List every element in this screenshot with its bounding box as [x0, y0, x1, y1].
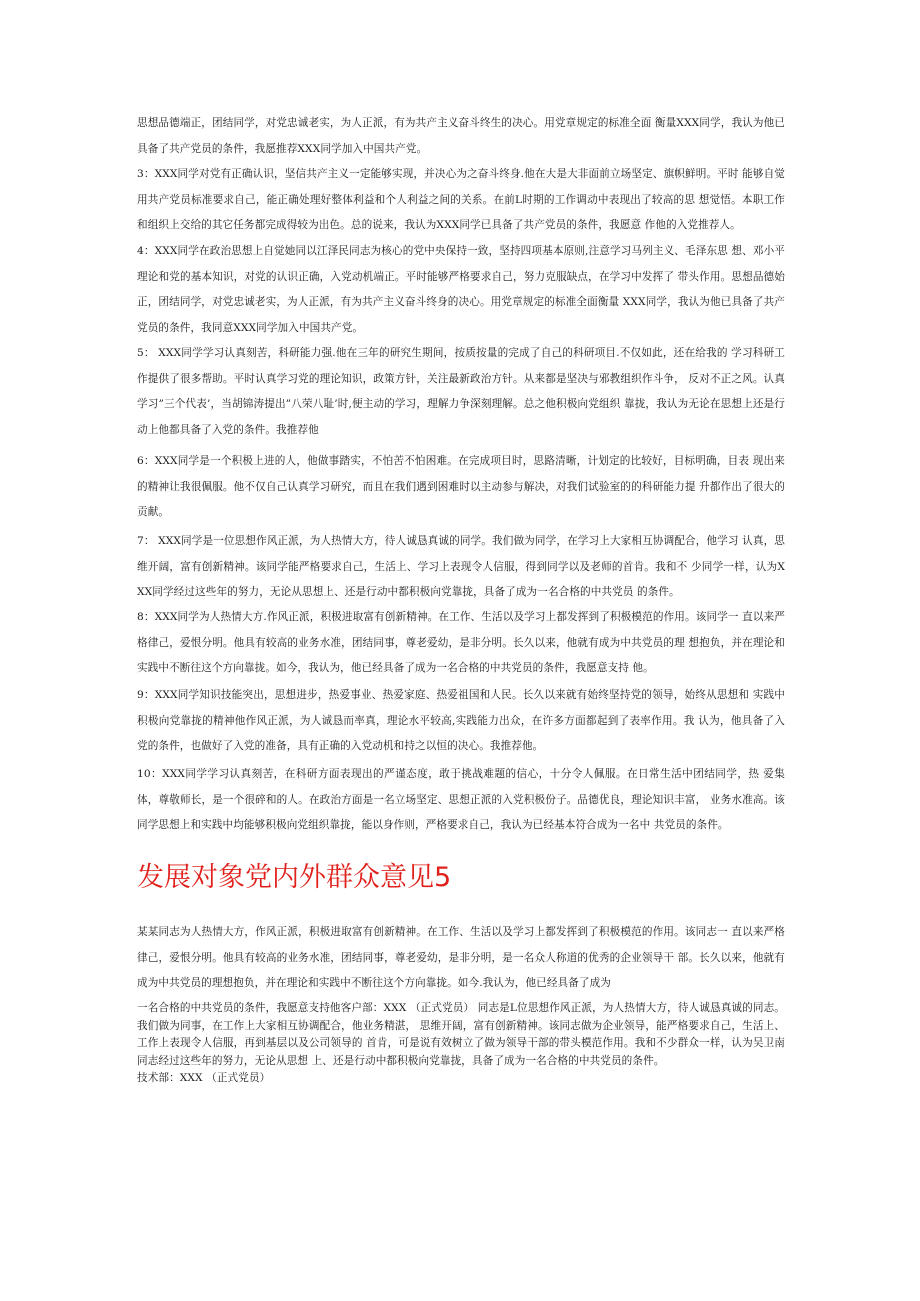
paragraph-recommendation-3: 3：XXX同学对党有正确认识，坚信共产主义一定能够实现，并决心为之奋斗终身.他在大是大非面前立场坚定、旗帜鲜明。平时 能够自觉用共产党员标准要求自己，能正确处理好整体利益和个人利益之间的关系。在前L时期的工作调动中表现出了较高的思 想觉悟。本职工作和组织上交给的其它任务都完成得较为出色。总的说来，我认为XXX同学已具备了共产党员的条件，我愿意 作他的入党推荐人。	[137, 168, 785, 231]
paragraph-opinion-1: 某某同志为人热情大方，作风正派，积极进取富有创新精神。在工作、生活以及学习上都发挥到了积极模范的作用。该同志一 直以来严格律己，爱恨分明。他具有较高的业务水准，团结同事，尊老爱幼，是非分明，是一名众人称道的优秀的企业领导干 部。长久以来，他就有成为中共党员的理想抱负，并在理论和实践中不断往这个方向靠拢。如今.我认为，他已经具备了成为	[137, 926, 785, 989]
paragraph-recommendation-2-end: 思想品德端正，团结同学，对党忠诚老实，为人正派，有为共产主义奋斗终生的决心。用党章规定的标准全面 衡量XXX同学，我认为他已具备了共产党员的条件，我愿推荐XXX同学加入中国共产党。	[137, 117, 785, 155]
paragraph-recommendation-6: 6：XXX同学是一个积极上进的人，他做事踏实，不怕苦不怕困难。在完成项目时，思路清晰，计划定的比较好，目标明确，目表 现出来的精神让我很佩服。他不仅自己认真学习研究，而且在我们遇到困难时以主动参与解决，对我们试验室的的科研能力提 升都作出了很大的贡献。	[137, 455, 785, 518]
section-heading: 发展对象党内外群众意见5	[137, 862, 452, 893]
paragraph-opinion-customer-dept: 一名合格的中共党员的条件，我愿意支持他客户部：XXX （正式党员） 同志是L位思想作风正派，为人热情大方，待人诚恳真诚的同志。我们做为同事，在工作上大家相互协调配合，他业务精湛， 思维开阔，富有创新精神。该同志做为企业领导，能严格要求自己，生活上、工作上表现令人信服，再到基层以及公司领导的 首肯，可是说有效树立了做为领导干部的带头模范作用。我和不少群众一样，认为吴卫南同志经过这些年的努力，无论从思想 上、还是行动中都积极向党靠拢，具备了成为一名合格的中共党员的条件。	[137, 1002, 785, 1067]
paragraph-recommendation-5: 5： XXX同学学习认真刻苦，科研能力强.他在三年的研究生期间，按质按量的完成了自己的科研项目.不仅如此，还在给我的 学习科研工作提供了很多帮助。平时认真学习党的理论知识，政策方针，关注最新政治方针。从来都是坚决与邪教组织作斗争， 反对不正之风。认真学习”三个代表’，当胡锦涛提出”八荣八耻’时,便主动的学习，理解力争深刻理解。总之他积极向党组织 靠拢，我认为无论在思想上还是行动上他都具备了入党的条件。我推荐他	[137, 347, 785, 436]
paragraph-opinion-tech-dept: 技术部：XXX （正式党员）	[137, 1072, 271, 1084]
paragraph-recommendation-4: 4：XXX同学在政治思想上自觉她同以江泽民同志为核心的党中央保持一致，坚持四项基本原则,注意学习马列主义、毛泽东思 想、邓小平理论和党的基本知识，对党的认识正确，入党动机端正。平时能够严格要求自己，努力克服缺点，在学习中发挥了 带头作用。思想品德始正，团结同学，对党忠诚老实，为人正派，有为共产主义奋斗终身的决心。用党章规定的标准全面衡量 XXX同学，我认为他已具备了共产党员的条件，我同意XXX同学加入中国共产党。	[137, 245, 785, 334]
paragraph-recommendation-9: 9：XXX同学知识技能突出，思想进步，热爱事业、热爱家庭、热爱祖国和人民。长久以来就有始终坚持党的领导，始终从思想和 实践中积极向党靠拢的精神他作风正派，为人诚恳而率真，理论水平较高,实践能力出众，在许多方面都起到了表率作用。我 认为，他具备了入党的条件，也做好了入党的准备，具有正确的入党动机和持之以恒的决心。我推荐他。	[137, 689, 785, 752]
paragraph-recommendation-8: 8：XXX同学为人热情大方.作风正派，积极进取富有创新精神。在工作、生活以及学习上都发挥到了积极模范的作用。该同学一 直以来严格律己，爱恨分明。他具有较高的业务水准，团结同事，尊老爱幼，是非分明。长久以来，他就有成为中共党员的理 想抱负，并在理论和实践中不断往这个方向靠拢。如今，我认为，他已经具备了成为一名合格的中共党员的条件，我愿意支持 他。	[137, 611, 785, 674]
paragraph-recommendation-7: 7： XXX同学是一位思想作风正派，为人热情大方，待人诚恳真诚的同学。我们做为同学，在学习上大家相互协调配合，他学习 认真，思维开阔，富有创新精神。该同学能严格要求自己，生活上、学习上表现令人信服，得到同学以及老师的首肯。我和不 少同学一样，认为XXX同学经过这些年的努力，无论从思想上、还是行动中都积极向党靠拢，具备了成为一名合格的中共党员 的条件。	[137, 535, 785, 598]
paragraph-recommendation-10: 10：XXX同学学习认真刻苦，在科研方面表现出的严谨态度，敢于挑战难题的信心，十分令人佩服。在日常生活中团结同学，热 爱集体，尊敬师长，是一个很碎和的人。在政治方面是一名立场坚定、思想正派的入党积极份子。品德优良，理论知识丰富， 业务水准高。该同学思想上和实践中均能够积极向党组织靠拢，能以身作则，严格要求自己，我认为已经基本符合成为一名中 共党员的条件。	[137, 768, 785, 831]
